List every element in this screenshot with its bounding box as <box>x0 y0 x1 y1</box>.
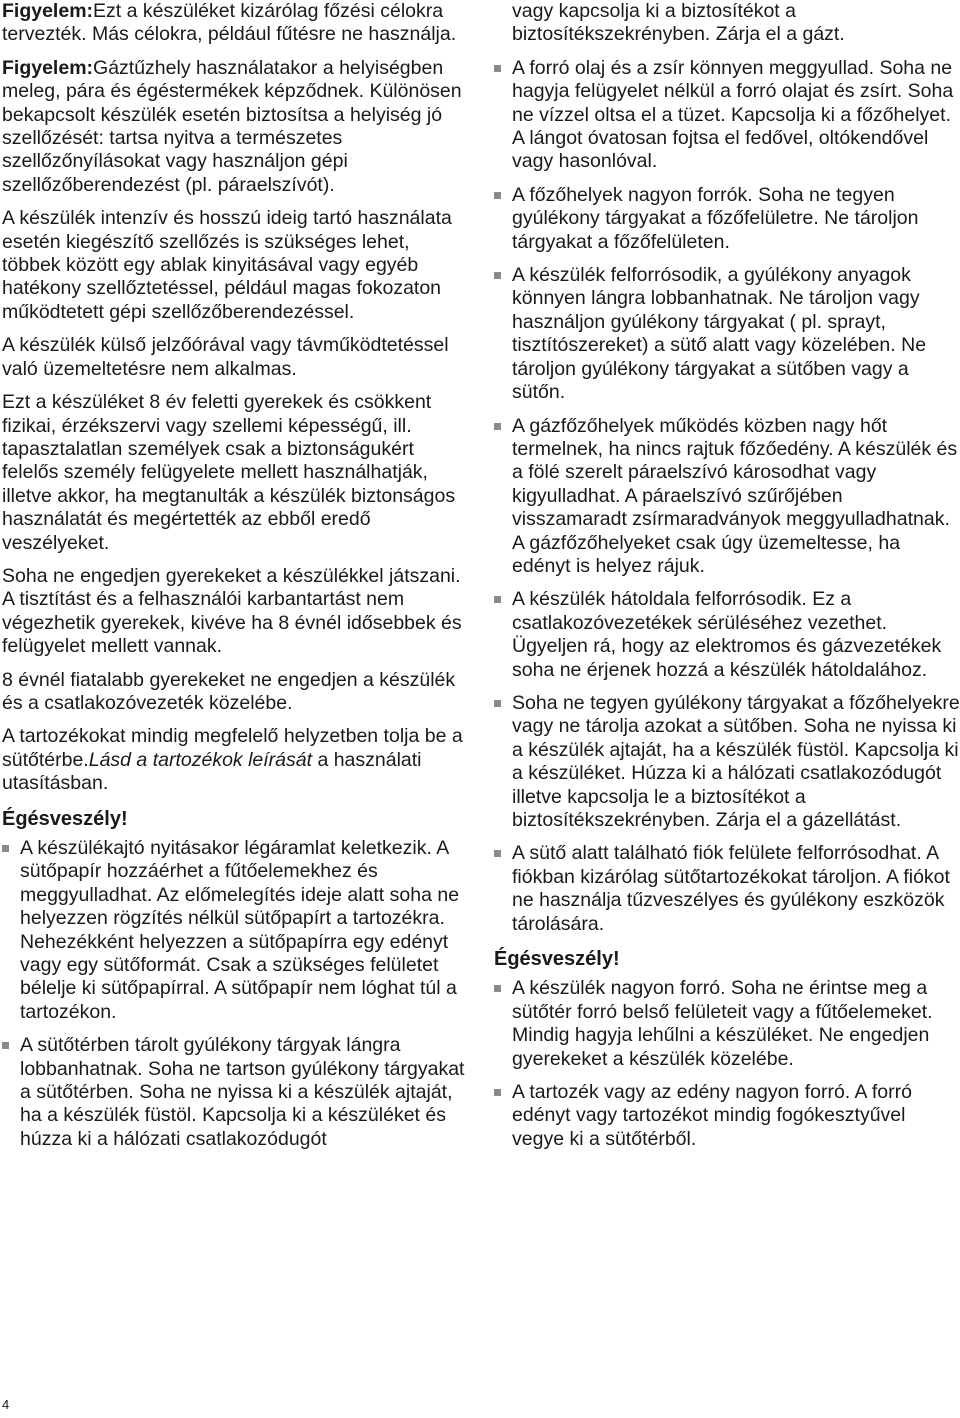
paragraph-children-distance: 8 évnél fiatalabb gyerekeket ne engedjen a készülék és a csatlakozóvezeték közelébe. <box>2 668 456 714</box>
paragraph-children-safety: Ezt a készüléket 8 év feletti gyerekek és csökkent fizikai, érzékszervi vagy szellemi képességű, ill. tapasztalatlan személyek csak a biztonságukért felelős személy felügyelete mellett használhatják, illetve akkor, ha megtanulták a készülék biztonságos használatát és megértették az ebből eredő veszélyeket. <box>2 391 456 554</box>
warning-label: Figyelem: <box>2 56 94 79</box>
bullet-icon <box>494 192 501 199</box>
hazard-list <box>494 57 960 936</box>
warning-text: Ezt a készüléket kizárólag főzési célokra tervezték. Más célokra, például fűtésre ne használja. <box>2 0 457 46</box>
paragraph-extra-ventilation: A készülék intenzív és hosszú ideig tartó használata esetén kiegészítő szellőzés is szükséges lehet, többek között egy ablak kinyitásával vagy egyéb hatékony szellőztetéssel, például magas fokozaton működtetett gépi szellőzőberendezéssel. <box>2 207 452 323</box>
list-item: A tartozék vagy az edény nagyon forró. A forró edényt vagy tartozékot mindig fogókesztyűvel vegye ki a sütőtérből. <box>494 1081 960 1151</box>
list-item: A készülék hátoldala felforrósodik. Ez a csatlakozóvezetékek sérüléséhez vezethet. Ügyeljen rá, hogy az elektromos és gázvezetékek soha ne érjenek hozzá a készülék hátoldalához. <box>494 588 960 682</box>
bullet-icon <box>494 850 501 857</box>
accessories-reference: Lásd a tartozékok leírását <box>88 748 313 771</box>
bullet-icon <box>494 596 501 603</box>
burn-hazard-list <box>494 977 960 1151</box>
bullet-icon <box>494 65 501 72</box>
list-item: A készülékajtó nyitásakor légáramlat keletkezik. A sütőpapír hozzáérhet a fűtőelemekhez és meggyulladhat. Az előmelegítés ideje alatt soha ne helyezzen rögzítés nélkül sütőpapírt a tartozékra. Nehezékként helyezzen a sütőpapírra egy edényt vagy egy sütőformát. Csak a szükséges felületet bélelje ki sütőpapírral. A sütőpapír nem lóghat túl a tartozékon. <box>2 837 470 1024</box>
list-item: A forró olaj és a zsír könnyen meggyullad. Soha ne hagyja felügyelet nélkül a forró olajat és zsírt. Soha ne vízzel oltsa el a tüzet. Kapcsolja ki a főzőhelyet. A lángot óvatosan fojtsa el fedővel, oltókendővel vagy hasonlóval. <box>494 57 960 174</box>
warning-gas-ventilation <box>2 57 470 197</box>
right-column <box>494 0 960 1161</box>
page-number: 4 <box>2 1397 10 1412</box>
continued-text: vagy kapcsolja ki a biztosítékot a biztosítékszekrényben. Zárja el a gázt. <box>512 0 845 46</box>
paragraph-remote-operation: A készülék külső jelzőórával vagy távműködtetéssel való üzemeltetésre nem alkalmas. <box>2 334 449 380</box>
bullet-icon <box>2 1042 9 1049</box>
burn-hazard-heading: Égésveszély! <box>494 948 620 971</box>
paragraph-children-play: Soha ne engedjen gyerekeket a készülékkel játszani. A tisztítást és a felhasználói karbantartást nem végezhetik gyerekek, kivéve ha 8 évnél idősebbek és felügyelet mellett vannak. <box>2 564 462 658</box>
bullet-icon <box>494 423 501 430</box>
warning-label: Figyelem: <box>2 0 94 22</box>
warning-text: Gáztűzhely használatakor a helyiségben meleg, pára és égéstermékek képződnek. Különösen bekapcsolt készülék esetén biztosítsa a helyiség jó szellőzését: tartsa nyitva a természetes szellőzőnyílásokat vagy használjon gépi szellőzőberendezést (pl. páraelszívót). <box>2 56 462 196</box>
list-item: A sütő alatt található fiók felülete felforrósodhat. A fiókban kizárólag sütőtartozékokat tároljon. A fiókot ne használja tűzveszélyes és gyúlékony eszközök tárolására. <box>494 842 960 936</box>
list-item: A készülék felforrósodik, a gyúlékony anyagok könnyen lángra lobbanhatnak. Ne tároljon vagy használjon gyúlékony tárgyakat ( pl. sprayt, tisztítószereket) a sütő alatt vagy közelében. Ne tároljon gyúlékony tárgyakat a sütőben vagy a sütőn. <box>494 264 960 404</box>
bullet-icon <box>2 845 9 852</box>
burn-hazard-heading: Égésveszély! <box>2 807 128 830</box>
list-item: A főzőhelyek nagyon forrók. Soha ne tegyen gyúlékony tárgyakat a főzőfelületre. Ne tároljon tárgyakat a főzőfelületen. <box>494 184 960 254</box>
burn-hazard-list <box>2 837 470 1151</box>
bullet-icon <box>494 985 501 992</box>
list-item: A készülék nagyon forró. Soha ne érintse meg a sütőtér forró belső felületeit vagy a fűtőelemeket. Mindig hagyja lehűlni a készüléket. Ne engedjen gyerekeket a készülék közelébe. <box>494 977 960 1071</box>
list-item: A gázfőzőhelyek működés közben nagy hőt termelnek, ha nincs rajtuk főzőedény. A készülék és a fölé szerelt páraelszívó károsodhat vagy kigyulladhat. A páraelszívó szűrőjében visszamaradt zsírmaradványok meggyulladhatnak. A gázfőzőhelyeket csak úgy üzemeltesse, ha edényt is helyez rájuk. <box>494 415 960 579</box>
warning-ventilation-use <box>2 0 470 47</box>
accessories-text: A tartozékokat mindig megfelelő helyzetben tolja be a sütőtérbe. <box>2 725 463 771</box>
accessories-text-end: a használati utasításban. <box>2 748 422 795</box>
bullet-icon <box>494 272 501 279</box>
bullet-icon <box>494 1089 501 1096</box>
bullet-icon <box>494 700 501 707</box>
list-item: A sütőtérben tárolt gyúlékony tárgyak lángra lobbanhatnak. Soha ne tartson gyúlékony tárgyakat a sütőtérben. Soha ne nyissa ki a készülék ajtaját, ha a készülék füstöl. Kapcsolja ki a készüléket és húzza ki a hálózati csatlakozódugót <box>2 1034 470 1151</box>
left-column <box>2 0 470 1161</box>
paragraph-accessories <box>2 725 470 795</box>
list-item: Soha ne tegyen gyúlékony tárgyakat a főzőhelyekre vagy ne tárolja azokat a sütőben. Soha ne nyissa ki a készülék ajtaját, ha a készülék füstöl. Kapcsolja ki a készüléket. Húzza ki a hálózati csatlakozódugót illetve kapcsolja le a biztosítékot a biztosítékszekrényben. Zárja el a gázellátást. <box>494 692 960 832</box>
